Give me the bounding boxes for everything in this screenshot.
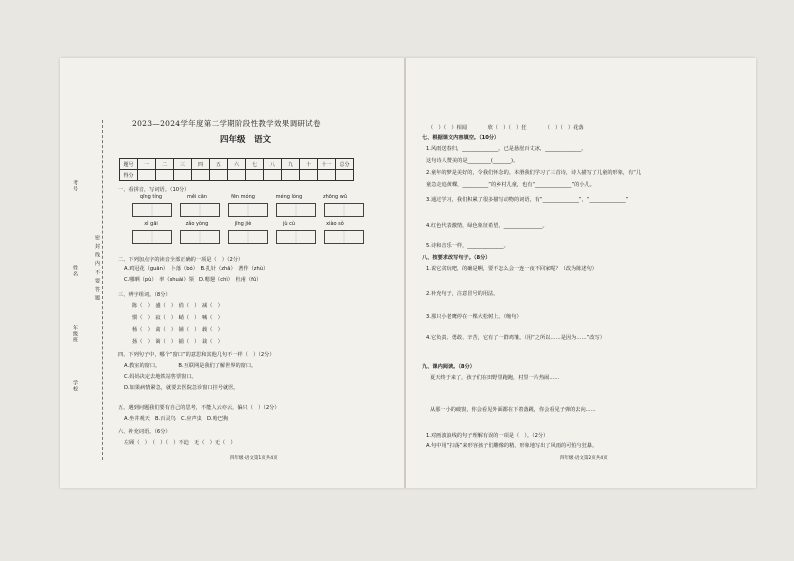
q7-line: 4.红色代表激情，绿色象征希望，_______________。 — [426, 223, 548, 229]
q7-line: 1.风雨送春归，______________。已是悬崖百丈冰，______________。 — [426, 146, 587, 152]
q1-pinyin-row1 — [128, 194, 358, 200]
seal-line — [102, 120, 103, 460]
score-col: 一 — [138, 159, 156, 170]
sidebar-seal: 密 封 线 内 不 要 答 题 — [94, 235, 100, 302]
score-cell[interactable] — [138, 170, 156, 181]
q3-row: 陈（ ） 盛（ ） 俏（ ） 减（ ） — [132, 303, 223, 309]
pinyin: méng lóng — [275, 194, 303, 200]
q5-label: 五、遇到问题我们要有自己的思考，不能人云亦云，偏只（ ）（2分） — [118, 405, 280, 411]
q6-row: 左顾（ ） （ ）（ ）不迫 无（ ）无（ ） — [124, 440, 236, 446]
score-cell[interactable] — [192, 170, 210, 181]
pinyin: měi cān — [187, 194, 207, 200]
q2-label: 二、下列加点字的读音全部正确的一项是（ ）（2分） — [118, 257, 244, 263]
score-cell[interactable] — [156, 170, 174, 181]
score-col: 总分 — [336, 159, 354, 170]
q3-row: 惯（ ） 寂（ ） 峭（ ） 喊（ ） — [132, 315, 223, 321]
sidebar-name: 姓名 — [72, 265, 78, 277]
score-cell[interactable] — [300, 170, 318, 181]
q8-line: 1.说它贪玩吧，的确是啊，要不怎么会一连一夜不回家呢？（改为陈述句） — [426, 266, 597, 272]
exam-subtitle: 四年级 语文 — [220, 135, 272, 145]
q1-label: 一、看拼音，写词语。（10分） — [118, 187, 190, 193]
pinyin: zǎo yòng — [185, 221, 209, 227]
q9-q1: 1.对画波浪线的句子理解有误的一项是（ ）。（2分） — [426, 433, 549, 439]
score-cell[interactable] — [318, 170, 336, 181]
score-col: 十 — [300, 159, 318, 170]
q2-opt-cd: C.哪晒（pù） 率（shuài）领 D.嗯翅（chì） 杜甫（fǔ） — [124, 277, 262, 283]
q7-line: 这句诗人赞美的是_________(_______)。 — [426, 158, 519, 164]
q7-line: 5.诗和音乐一样，______________。 — [426, 243, 509, 249]
page-fold — [404, 58, 406, 488]
q6-label: 六、补充词语。（6分） — [118, 429, 171, 435]
q8-line: 3.那只小老鹰停在一棵大松树上。（缩句） — [426, 314, 522, 320]
score-col: 六 — [228, 159, 246, 170]
score-cell[interactable] — [174, 170, 192, 181]
score-col: 七 — [246, 159, 264, 170]
q9-para: 夏天终于来了，孩子们在田野里跑跑，村里一片热闹...... — [430, 375, 560, 381]
score-col: 四 — [192, 159, 210, 170]
q1-pinyin-row2 — [128, 221, 358, 227]
sidebar-class: 年级班 — [72, 325, 78, 343]
score-cell[interactable] — [246, 170, 264, 181]
q3-label: 三、辨字组词。（8分） — [118, 292, 171, 298]
score-col: 九 — [282, 159, 300, 170]
q7-line: 童急走追黄蝶，__________”的乡村儿童，也有“______________”的小儿。 — [426, 182, 595, 188]
score-cell[interactable] — [264, 170, 282, 181]
q8-label: 八、按要求改写句子。（8分） — [422, 255, 491, 261]
pinyin: xiào sǒ — [326, 221, 344, 227]
exam-title: 2023—2024学年度第二学期阶段性教学效果调研试卷 — [132, 119, 321, 128]
score-head: 题号 — [120, 159, 138, 170]
pinyin: jīng jiè — [234, 221, 252, 227]
q8-line: 2.补充句子，注意冒号的用法。 — [426, 291, 499, 297]
pinyin: xì gāi — [144, 221, 158, 227]
score-cell[interactable] — [228, 170, 246, 181]
q5-opts: A.坐井观天 B.百灵鸟 C.应声虫 D.哈巴狗 — [124, 416, 229, 422]
q4-opt-c: C.妈妈决定去地铁站售票窗口。 — [124, 374, 197, 380]
score-cell[interactable] — [282, 170, 300, 181]
score-cell[interactable] — [336, 170, 354, 181]
sidebar-school: 学校 — [72, 380, 78, 392]
pinyin: jù cù — [282, 221, 296, 227]
q7-line: 3.通过学习，我们积累了很多描写动物的词语，有“______________”，“______________” — [426, 197, 629, 203]
footer-left: 四年级·语文第1页共4页 — [230, 456, 278, 461]
footer-right: 四年级·语文第2页共4页 — [560, 456, 608, 461]
pinyin: zhōng wǔ — [322, 194, 348, 200]
score-col: 十一 — [318, 159, 336, 170]
score-cell[interactable] — [210, 170, 228, 181]
q9-label: 九、课内阅读。（8分） — [422, 364, 475, 370]
score-label: 得分 — [120, 170, 138, 181]
q1-boxes-row2[interactable] — [132, 230, 372, 246]
q9-para: 从那一小的破窗，你会看见外面都在下着落跳，你会看见子弹的去向...... — [430, 407, 596, 413]
q4-opt-d: D.如果病情紧急，就要去医院急诊窗口挂号就医。 — [124, 385, 239, 391]
q2-opt-ab: A.鸡冠花（guān） 卜落（bó） B.扎针（zhā） 著作（zhù） — [124, 266, 269, 272]
q7-line: 2.童年的梦是美好的，令我们怀念的。本册我们学习了三首诗，诗人描写了儿童的形象，有“儿 — [426, 170, 642, 176]
q1-boxes-row1[interactable] — [132, 203, 372, 219]
q9-q1-a: A.句中用“扫荡”来形容孩子们雕像的精，形象地写出了风雨的可怕与狂暴。 — [426, 443, 598, 449]
q3-row: 扬（ ） 篱（ ） 捕（ ） 栽（ ） — [132, 339, 223, 345]
q4-label: 四、下列句子中，哪个“窗口”的意思和其他几句不一样（ ）（2分） — [118, 352, 275, 358]
r-top-row: （ ）（ ）相闻 欣（ ）（ ）狂 （ ）（ ）花落 — [428, 125, 584, 131]
q3-row: 杨（ ） 禽（ ） 铺（ ） 载（ ） — [132, 327, 223, 333]
pinyin: qīng tíng — [139, 194, 163, 200]
q8-line: 4.它负责、勇敢、辛苦，它有了一群鸡雏。（用“之所以……是因为……”改写） — [426, 335, 605, 341]
q4-opt-ab: A.教室的窗口。 B.互联网是我们了解世界的窗口。 — [124, 363, 257, 369]
score-col: 五 — [210, 159, 228, 170]
q7-label: 七、根据课文内容填空。（10分） — [422, 135, 500, 141]
score-col: 三 — [174, 159, 192, 170]
score-col: 二 — [156, 159, 174, 170]
sidebar-exam-no: 考号 — [72, 180, 78, 192]
pinyin: fēn móng — [231, 194, 255, 200]
score-table — [119, 158, 354, 181]
score-col: 八 — [264, 159, 282, 170]
